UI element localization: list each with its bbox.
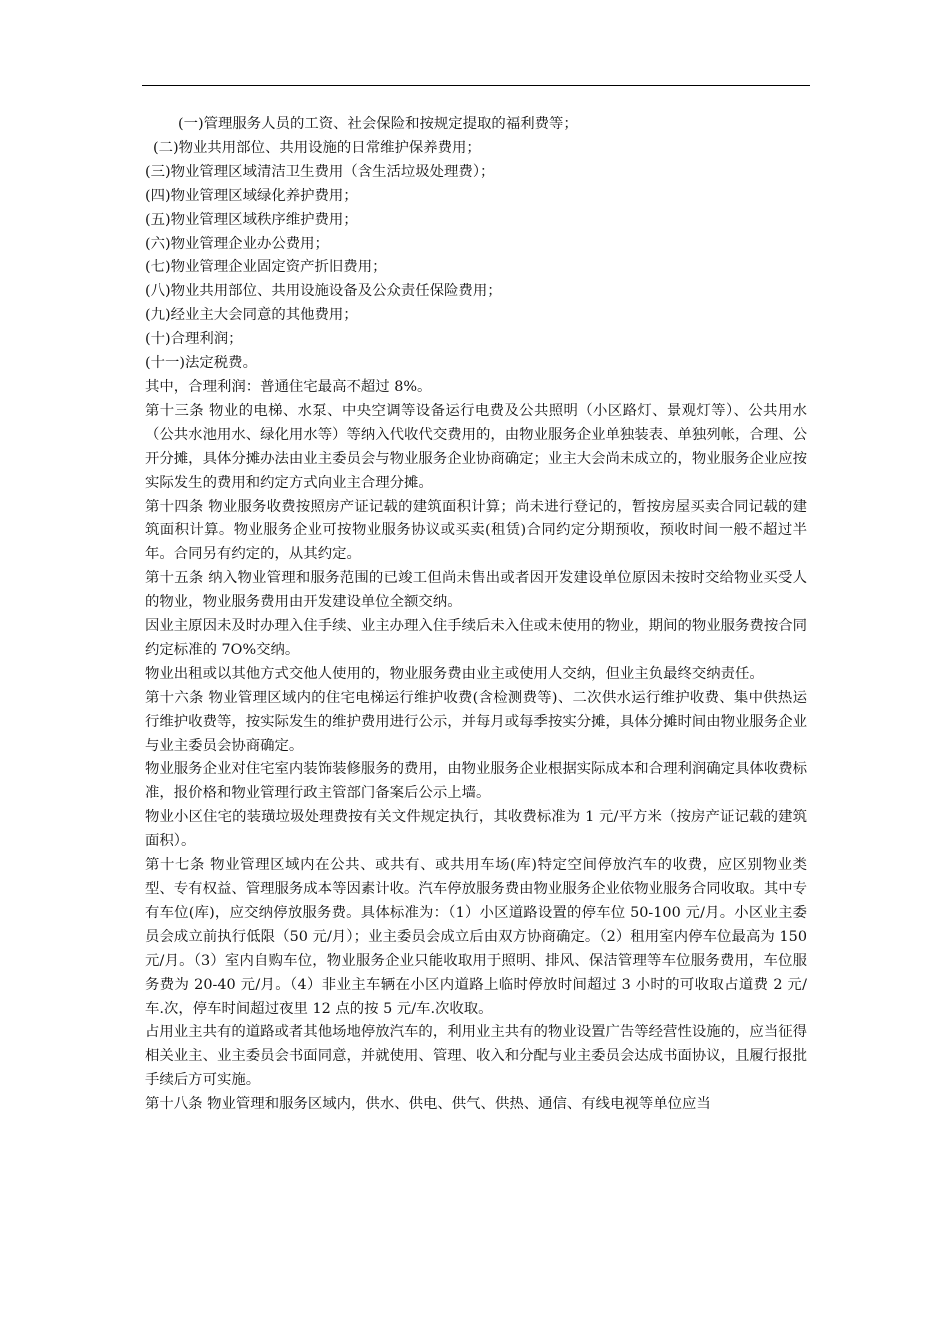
paragraph: 物业出租或以其他方式交他人使用的，物业服务费由业主或使用人交纳，但业主负最终交纳责任。 [145, 665, 764, 682]
document-body [145, 113, 807, 1117]
list-item: (十)合理利润； [145, 331, 243, 348]
list-item: (一)管理服务人员的工资、社会保险和按规定提取的福利费等； [178, 116, 578, 132]
article-13: 第十三条 物业的电梯、水泵、中央空调等设备运行电费及公共照明（小区路灯、景观灯等）、公共用水（公共水池用水、绿化用水等）等纳入代收代交费用的，由物业服务企业单独装表、单独列帐，合理、公开分摊，具体分摊办法由业主委员会与物业服务企业协商确定；业主大会尚未成立的，物业服务企业应按实际发生的费用和约定方式向业主合理分摊。 [145, 402, 807, 491]
article-17: 第十七条 物业管理区域内在公共、或共有、或共用车场(库)特定空间停放汽车的收费，应区别物业类型、专有权益、管理服务成本等因素计收。汽车停放服务费由物业服务企业依物业服务合同收取。其中专有车位(库)，应交纳停放服务费。具体标准为：（1）小区道路设置的停车位 50-100 元/月。小区业主委员会成立前执行低限（50 元/月）；业主委员会成立后由双方协商确定。（2）租用室内停车位最高为 150 元/月。（3）室内自购车位，物业服务企业只能收取用于照明、排风、保洁管理等车位服务费用，车位服务费为 20-40 元/月。（4）非业主车辆在小区内道路上临时停放时间超过 3 小时的可收取占道费 2 元/车.次，停车时间超过夜里 12 点的按 5 元/车.次收取。 [145, 857, 807, 1017]
article-15: 第十五条 纳入物业管理和服务范围的已竣工但尚未售出或者因开发建设单位原因未按时交给物业买受人的物业，物业服务费用由开发建设单位全额交纳。 [145, 570, 807, 611]
article-18: 第十八条 物业管理和服务区域内，供水、供电、供气、供热、通信、有线电视等单位应当 [145, 1096, 711, 1113]
paragraph: 物业小区住宅的装璜垃圾处理费按有关文件规定执行，其收费标准为 1 元/平方米（按房产证记载的建筑面积）。 [145, 809, 807, 850]
paragraph: 物业服务企业对住宅室内装饰装修服务的费用，由物业服务企业根据实际成本和合理利润确定具体收费标准，报价格和物业管理行政主管部门备案后公示上墙。 [145, 761, 807, 802]
list-item: (二)物业共用部位、共用设施的日常维护保养费用； [153, 139, 481, 156]
list-item: (三)物业管理区域清洁卫生费用（含生活垃圾处理费）； [145, 163, 495, 180]
list-item: (七)物业管理企业固定资产折旧费用； [145, 259, 387, 276]
paragraph: 因业主原因未及时办理入住手续、业主办理入住手续后未入住或未使用的物业，期间的物业服务费按合同约定标准的 7O%交纳。 [145, 618, 807, 658]
article-16: 第十六条 物业管理区域内的住宅电梯运行维护收费(含检测费等)、二次供水运行维护收费、集中供热运行维护收费等，按实际发生的维护费用进行公示，并每月或每季按实分摊，具体分摊时间由物业服务企业与业主委员会协商确定。 [145, 689, 807, 754]
paragraph: 占用业主共有的道路或者其他场地停放汽车的，利用业主共有的物业设置广告等经营性设施的，应当征得相关业主、业主委员会书面同意，并就使用、管理、收入和分配与业主委员会达成书面协议，且履行报批手续后方可实施。 [145, 1024, 807, 1089]
list-item: (十一)法定税费。 [145, 355, 257, 372]
header-rule [142, 85, 810, 86]
list-item: (八)物业共用部位、共用设施设备及公众责任保险费用； [145, 283, 502, 300]
list-item: (四)物业管理区域绿化养护费用； [145, 187, 358, 204]
list-item: (六)物业管理企业办公费用； [145, 235, 329, 252]
list-item: (五)物业管理区域秩序维护费用； [145, 211, 358, 228]
article-14: 第十四条 物业服务收费按照房产证记载的建筑面积计算；尚未进行登记的，暂按房屋买卖合同记载的建筑面积计算。物业服务企业可按物业服务协议或买卖(租赁)合同约定分期预收，预收时间一般不超过半年。合同另有约定的，从其约定。 [145, 498, 807, 563]
list-item: (九)经业主大会同意的其他费用； [145, 307, 358, 324]
paragraph: 其中，合理利润：普通住宅最高不超过 8%。 [145, 378, 432, 395]
